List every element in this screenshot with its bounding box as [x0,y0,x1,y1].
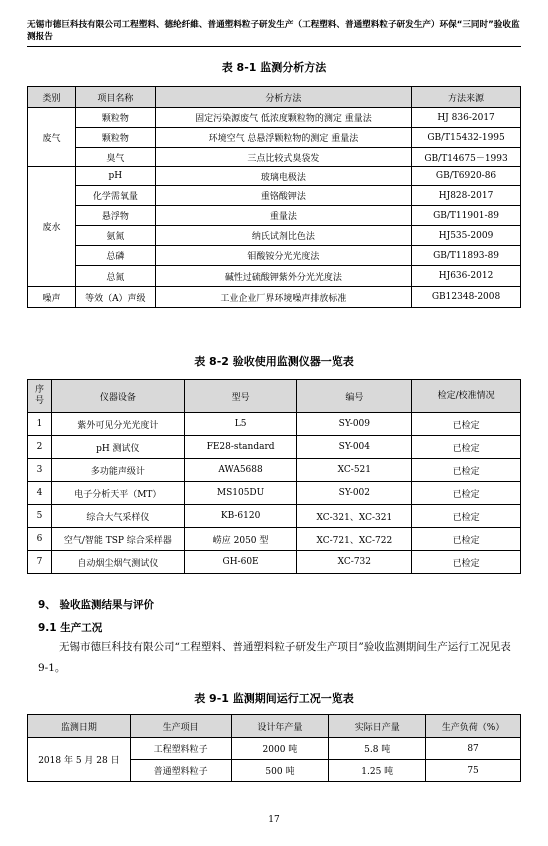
column-header: 生产项目 [130,715,231,738]
table-cell: 5.8 吨 [329,738,426,760]
table-row [28,206,521,226]
table-cell: 7 [28,551,52,574]
table-cell: GB/T11893-89 [412,246,521,266]
table-cell: XC-732 [297,551,412,574]
table-row [28,528,521,551]
table-cell: 1 [28,413,52,436]
section-9-heading: 9、 验收监测结果与评价 [38,599,154,611]
table-cell: 已检定 [412,528,521,551]
column-header: 项目名称 [75,87,155,108]
table-cell: HJ 836-2017 [412,108,521,128]
table-cell: SY-002 [297,482,412,505]
column-header: 监测日期 [28,715,131,738]
table-cell: 已检定 [412,436,521,459]
table-row [28,551,521,574]
column-header: 方法来源 [412,87,521,108]
table-cell: 总磷 [75,246,155,266]
table-row [28,108,521,128]
column-header: 仪器设备 [51,380,184,413]
table-cell: 已检定 [412,459,521,482]
section-9-1-heading: 9.1 生产工况 [38,622,103,634]
table-cell: 2000 吨 [231,738,329,760]
table-cell: 悬浮物 [75,206,155,226]
table-cell: HJ828-2017 [412,186,521,206]
table-cell: 6 [28,528,52,551]
table-cell: 氨氮 [75,226,155,246]
table-cell: 玻璃电极法 [155,167,411,186]
table-cell: 重量法 [155,206,411,226]
table-cell: 自动烟尘烟气测试仪 [51,551,184,574]
table-cell: 电子分析天平（MT） [51,482,184,505]
table-cell: 总氮 [75,266,155,287]
header-divider [27,46,521,47]
table-cell: HJ636-2012 [412,266,521,287]
table-row [28,128,521,148]
date-cell: 2018 年 5 月 28 日 [28,738,131,782]
table-cell: 空气/智能 TSP 综合采样器 [51,528,184,551]
table-cell: pH 测试仪 [51,436,184,459]
table-cell: 三点比较式臭袋发 [155,148,411,167]
table-cell: HJ535-2009 [412,226,521,246]
table-cell: 崂应 2050 型 [184,528,297,551]
table-cell: 4 [28,482,52,505]
category-cell: 噪声 [28,287,76,308]
table-cell: GB/T15432-1995 [412,128,521,148]
table-cell: 已检定 [412,413,521,436]
table-cell: 87 [426,738,521,760]
table-row [28,167,521,186]
table-cell: 颗粒物 [75,128,155,148]
table2-caption: 表 8-2 验收使用监测仪器一览表 [194,355,354,368]
table-cell: 多功能声级计 [51,459,184,482]
table-monitoring-methods [27,86,521,308]
table-cell: 碱性过硫酸钾紫外分光光度法 [155,266,411,287]
table-row [28,436,521,459]
table-cell: 已检定 [412,482,521,505]
table-cell: GB/T6920-86 [412,167,521,186]
table-cell: 等效（A）声级 [75,287,155,308]
column-header: 编号 [297,380,412,413]
table-row [28,148,521,167]
table-header-row [28,715,521,738]
table1-caption: 表 8-1 监测分析方法 [221,61,327,74]
paragraph-production: 无锡市德巨科技有限公司“工程塑料、普通塑料粒子研发生产项目”验收监测期间生产运行工况见表 9-1。 [38,641,511,674]
column-header: 设计年产量 [231,715,329,738]
table-cell: KB-6120 [184,505,297,528]
column-header: 生产负荷（%） [426,715,521,738]
table-row [28,738,521,760]
table-cell: 固定污染源废气 低浓度颗粒物的测定 重量法 [155,108,411,128]
table-cell: 钼酸铵分光光度法 [155,246,411,266]
table-cell: XC-721、XC-722 [297,528,412,551]
table-cell: 2 [28,436,52,459]
table-row [28,505,521,528]
table-cell: 普通塑料粒子 [130,760,231,782]
table-header-row [28,87,521,108]
table-cell: 紫外可见分光光度计 [51,413,184,436]
table-cell: 已检定 [412,505,521,528]
table-cell: L5 [184,413,297,436]
table-cell: 环境空气 总悬浮颗粒物的测定 重量法 [155,128,411,148]
category-cell: 废气 [28,108,76,167]
table-cell: 1.25 吨 [329,760,426,782]
table-row [28,226,521,246]
table-cell: pH [75,167,155,186]
column-header: 实际日产量 [329,715,426,738]
table-cell: 工业企业厂界环境噪声排放标准 [155,287,411,308]
table-row [28,287,521,308]
table-cell: MS105DU [184,482,297,505]
table-cell: 综合大气采样仪 [51,505,184,528]
table-cell: 75 [426,760,521,782]
page-header: 无锡市德巨科技有限公司工程塑料、德纶纤維、普通塑料粒子研发生产（工程塑料、普通塑料粒子研发生产）环保“三同时”验收监测报告 [27,20,520,42]
table-cell: GB12348-2008 [412,287,521,308]
table-cell: 纳氏试剂比色法 [155,226,411,246]
column-header: 类别 [28,87,76,108]
column-header: 检定/校准情况 [412,380,521,413]
table-cell: XC-521 [297,459,412,482]
table-row [28,413,521,436]
category-cell: 废水 [28,167,76,287]
table3-caption: 表 9-1 监测期间运行工况一览表 [194,692,354,705]
table-cell: 化学需氧量 [75,186,155,206]
table-cell: 已检定 [412,551,521,574]
table-cell: 重铬酸钾法 [155,186,411,206]
table-cell: GH-60E [184,551,297,574]
table-header-row [28,380,521,413]
table-instruments [27,379,521,574]
table-cell: 3 [28,459,52,482]
page-number: 17 [268,815,280,825]
table-operating-conditions [27,714,521,782]
column-header: 型号 [184,380,297,413]
table-cell: SY-004 [297,436,412,459]
table-cell: FE28-standard [184,436,297,459]
table-cell: 5 [28,505,52,528]
column-header: 序号 [28,380,52,413]
table-cell: 工程塑料粒子 [130,738,231,760]
table-cell: 颗粒物 [75,108,155,128]
table-cell: GB/T14675－1993 [412,148,521,167]
table-cell: AWA5688 [184,459,297,482]
table-row [28,246,521,266]
table-cell: XC-321、XC-321 [297,505,412,528]
table-cell: SY-009 [297,413,412,436]
table-cell: 500 吨 [231,760,329,782]
table-row [28,266,521,287]
column-header: 分析方法 [155,87,411,108]
table-row [28,482,521,505]
table-cell: 臭气 [75,148,155,167]
table-row [28,459,521,482]
table-row [28,186,521,206]
table-cell: GB/T11901-89 [412,206,521,226]
